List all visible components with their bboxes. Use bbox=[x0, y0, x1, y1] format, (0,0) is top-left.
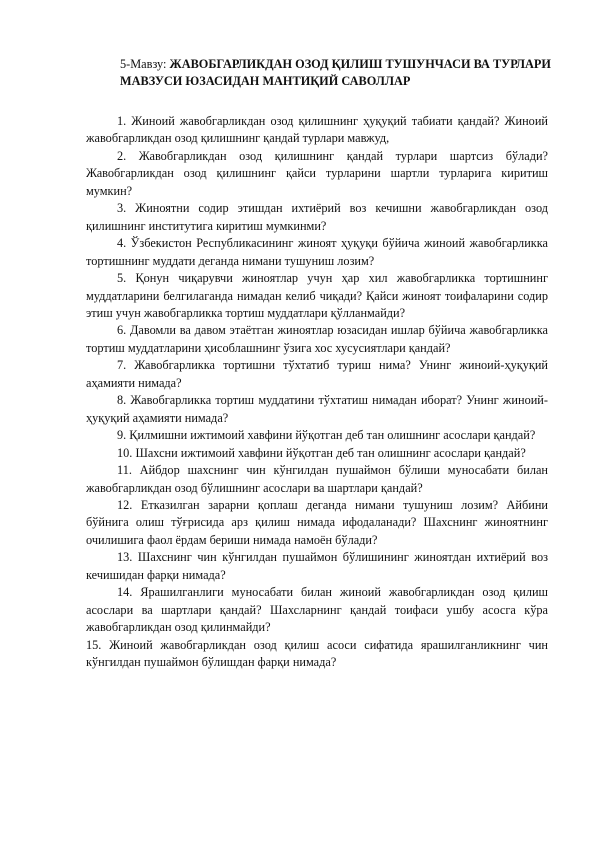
question-item: 12. Етказилган зарарни қоплаш деганда нимани тушуниш лозим? Айбини бўйнига олиш тўғрисида арз қилиш нимада ифодаланади? Шахснинг жиноятнинг очилишига фаол ёрдам бериши нимада намоён бўлади? bbox=[86, 497, 548, 547]
question-item: 3. Жиноятни содир этишдан ихтиёрий воз кечишни жавобгарликдан озод қилишнинг институтига киритиш мумкинми? bbox=[86, 201, 548, 233]
question-item: 6. Давомли ва давом этаётган жиноятлар юзасидан ишлар бўйича жавобгарликка тортиш муддатларини ҳисоблашнинг ўзига хос хусусиятлари қандай? bbox=[86, 323, 548, 355]
question-item: 9. Қилмишни ижтимоий хавфини йўқотган деб тан олишнинг асослари қандай? bbox=[117, 428, 536, 443]
document-title bbox=[120, 56, 560, 90]
question-item: 1. Жиноий жавобгарликдан озод қилишнинг ҳуқуқий табиати қандай? Жиноий жавобгарликдан озод қилишнинг қандай турлари мавжуд, bbox=[86, 114, 548, 146]
questions-list bbox=[86, 113, 548, 672]
question-item: 7. Жавобгарликка тортишни тўхтатиб туриш нима? Унинг жиноий-ҳуқуқий аҳамияти нимада? bbox=[86, 358, 548, 390]
question-item: 5. Қонун чиқарувчи жиноятлар учун ҳар хил жавобгарликка тортишнинг муддатларини белгилаганда нимадан келиб чиқади? Қайси жиноят тоифаларини содир этиш учун жавобгарликка тортиш муддатлари қўлланмайди? bbox=[86, 271, 548, 320]
title-text: ЖАВОБГАРЛИКДАН ОЗОД ҚИЛИШ ТУШУНЧАСИ ВА ТУРЛАРИ МАВЗУСИ ЮЗАСИДАН МАНТИҚИЙ САВОЛЛАР bbox=[120, 57, 551, 88]
question-item: 11. Айбдор шахснинг чин кўнгилдан пушаймон бўлиши муносабати билан жавобгарликдан озод бўлишнинг асослари ва шартлари қандай? bbox=[86, 463, 548, 495]
question-item: 13. Шахснинг чин кўнгилдан пушаймон бўлишининг жиноятдан ихтиёрий воз кечишидан фарқи нимада? bbox=[86, 550, 548, 582]
question-item: 15. Жиноий жавобгарликдан озод қилиш асоси сифатида ярашилганликнинг чин кўнгилдан пушаймон бўлишдан фарқи нимада? bbox=[86, 637, 548, 670]
question-item: 14. Ярашилганлиги муносабати билан жиноий жавобгарликдан озод қилиш асослари ва шартлари қандай? Шахсларнинг қандай тоифаси ушбу асосга кўра жавобгарликдан озод қилинмайди? bbox=[86, 585, 548, 635]
question-item: 4. Ўзбекистон Республикасининг жиноят ҳуқуқи бўйича жиноий жавобгарликка тортишнинг муддати деганда нимани тушуниш лозим? bbox=[86, 236, 548, 268]
question-item: 8. Жавобгарликка тортиш муддатини тўхтатиш нимадан иборат? Унинг жиноий-ҳуқуқий аҳамияти нимада? bbox=[86, 393, 548, 425]
title-topic-number: 5-Мавзу: bbox=[120, 57, 167, 71]
question-item: 2. Жавобгарликдан озод қилишнинг қандай турлари шартсиз бўлади? Жавобгарликдан озод қилишнинг қайси турларини шартли турларига киритиш мумкин? bbox=[86, 148, 548, 198]
question-item: 10. Шахсни ижтимоий хавфини йўқотган деб тан олишнинг асослари қандай? bbox=[117, 445, 526, 460]
